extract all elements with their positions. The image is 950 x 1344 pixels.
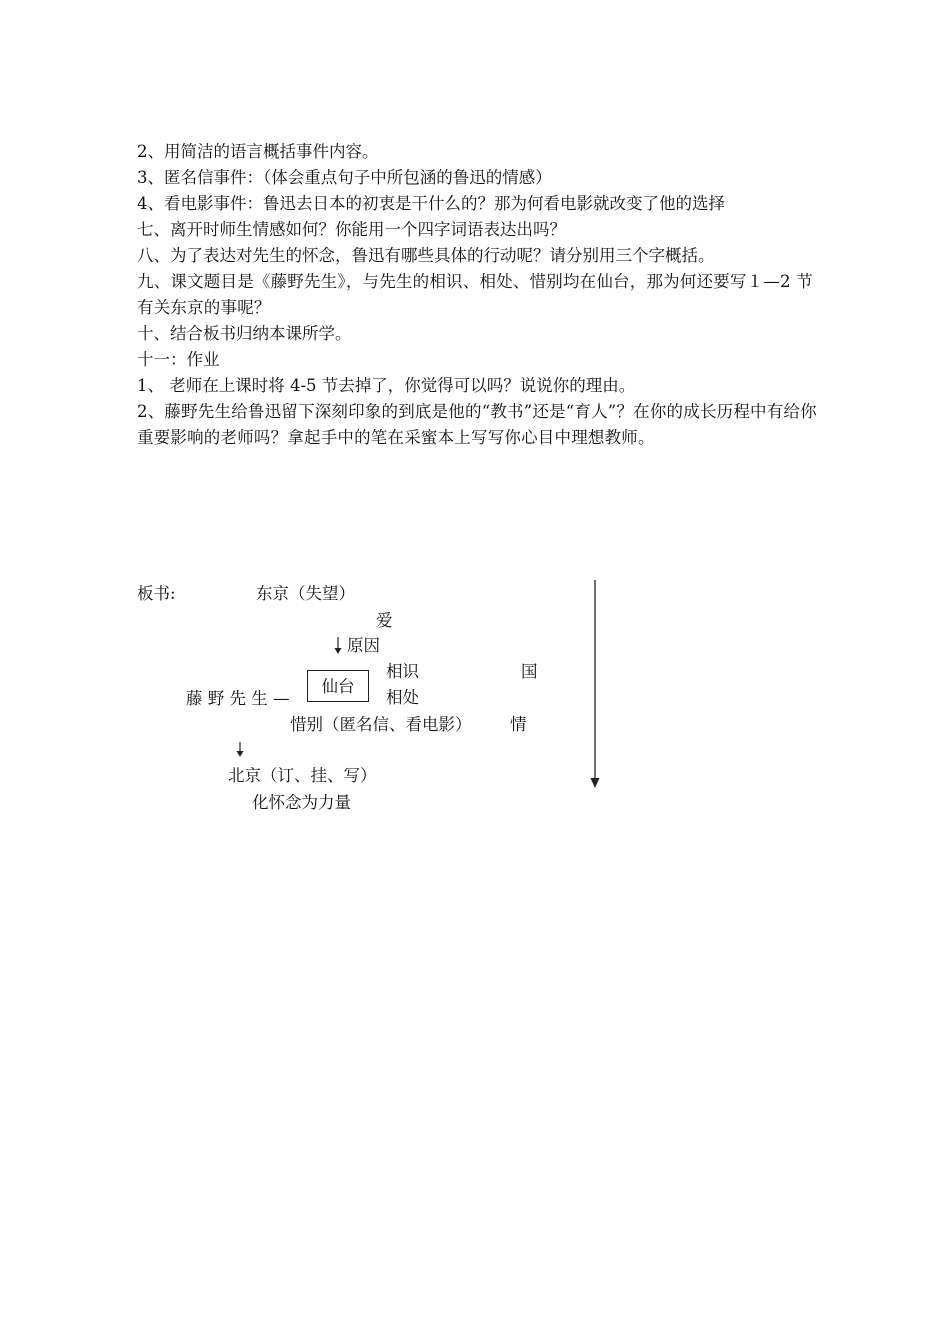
board-feeling: 情 (510, 715, 527, 734)
text-line-4: 七、离开时师生情感如何？你能用一个四字词语表达出吗？ (137, 220, 566, 239)
timeline-down-arrow (591, 580, 600, 788)
board-farewell: 惜别（匿名信、看电影） (290, 715, 472, 734)
board-label: 板书: (137, 584, 176, 603)
board-country: 国 (521, 662, 538, 681)
text-line-2: 3、匿名信事件：（体会重点句子中所包涵的鲁迅的情感） (137, 168, 552, 187)
board-love: 爱 (376, 611, 393, 630)
board-sendai: 仙台 (321, 677, 355, 696)
text-line-8: 十一：作业 (137, 350, 220, 369)
board-reason: 原因 (347, 636, 380, 655)
text-line-6: 九、课文题目是《藤野先生》，与先生的相识、相处、惜别均在仙台，那为何还要写１—2 节有关东京的事呢？ (137, 272, 813, 317)
board-getalong: 相处 (386, 688, 419, 707)
board-tokyo: 东京（失望） (256, 584, 355, 603)
board-strength: 化怀念为力量 (252, 793, 351, 812)
text-line-10: 2、藤野先生给鲁迅留下深刻印象的到底是他的“教书”还是“育人”？在你的成长历程中有给你重要影响的老师吗？拿起手中的笔在采蜜本上写写你心目中理想教师。 (137, 402, 817, 447)
text-line-1: 2、用简洁的语言概括事件内容。 (137, 142, 379, 161)
board-beijing: 北京（订、挂、写） (228, 766, 377, 785)
board-teacher: 藤 野 先 生 — (186, 689, 290, 708)
reason-down-arrow (335, 637, 342, 654)
text-line-7: 十、结合板书归纳本课所学。 (137, 324, 352, 343)
board-acquaint: 相识 (386, 662, 419, 681)
text-line-3: 4、看电影事件：鲁迅去日本的初衷是干什么的？那为何看电影就改变了他的选择 (137, 194, 725, 213)
text-line-9: 1、 老师在上课时将 4-5 节去掉了，你觉得可以吗？说说你的理由。 (137, 376, 636, 395)
beijing-down-arrow (237, 742, 244, 757)
text-line-5: 八、为了表达对先生的怀念，鲁迅有哪些具体的行动呢？请分别用三个字概括。 (137, 246, 715, 265)
